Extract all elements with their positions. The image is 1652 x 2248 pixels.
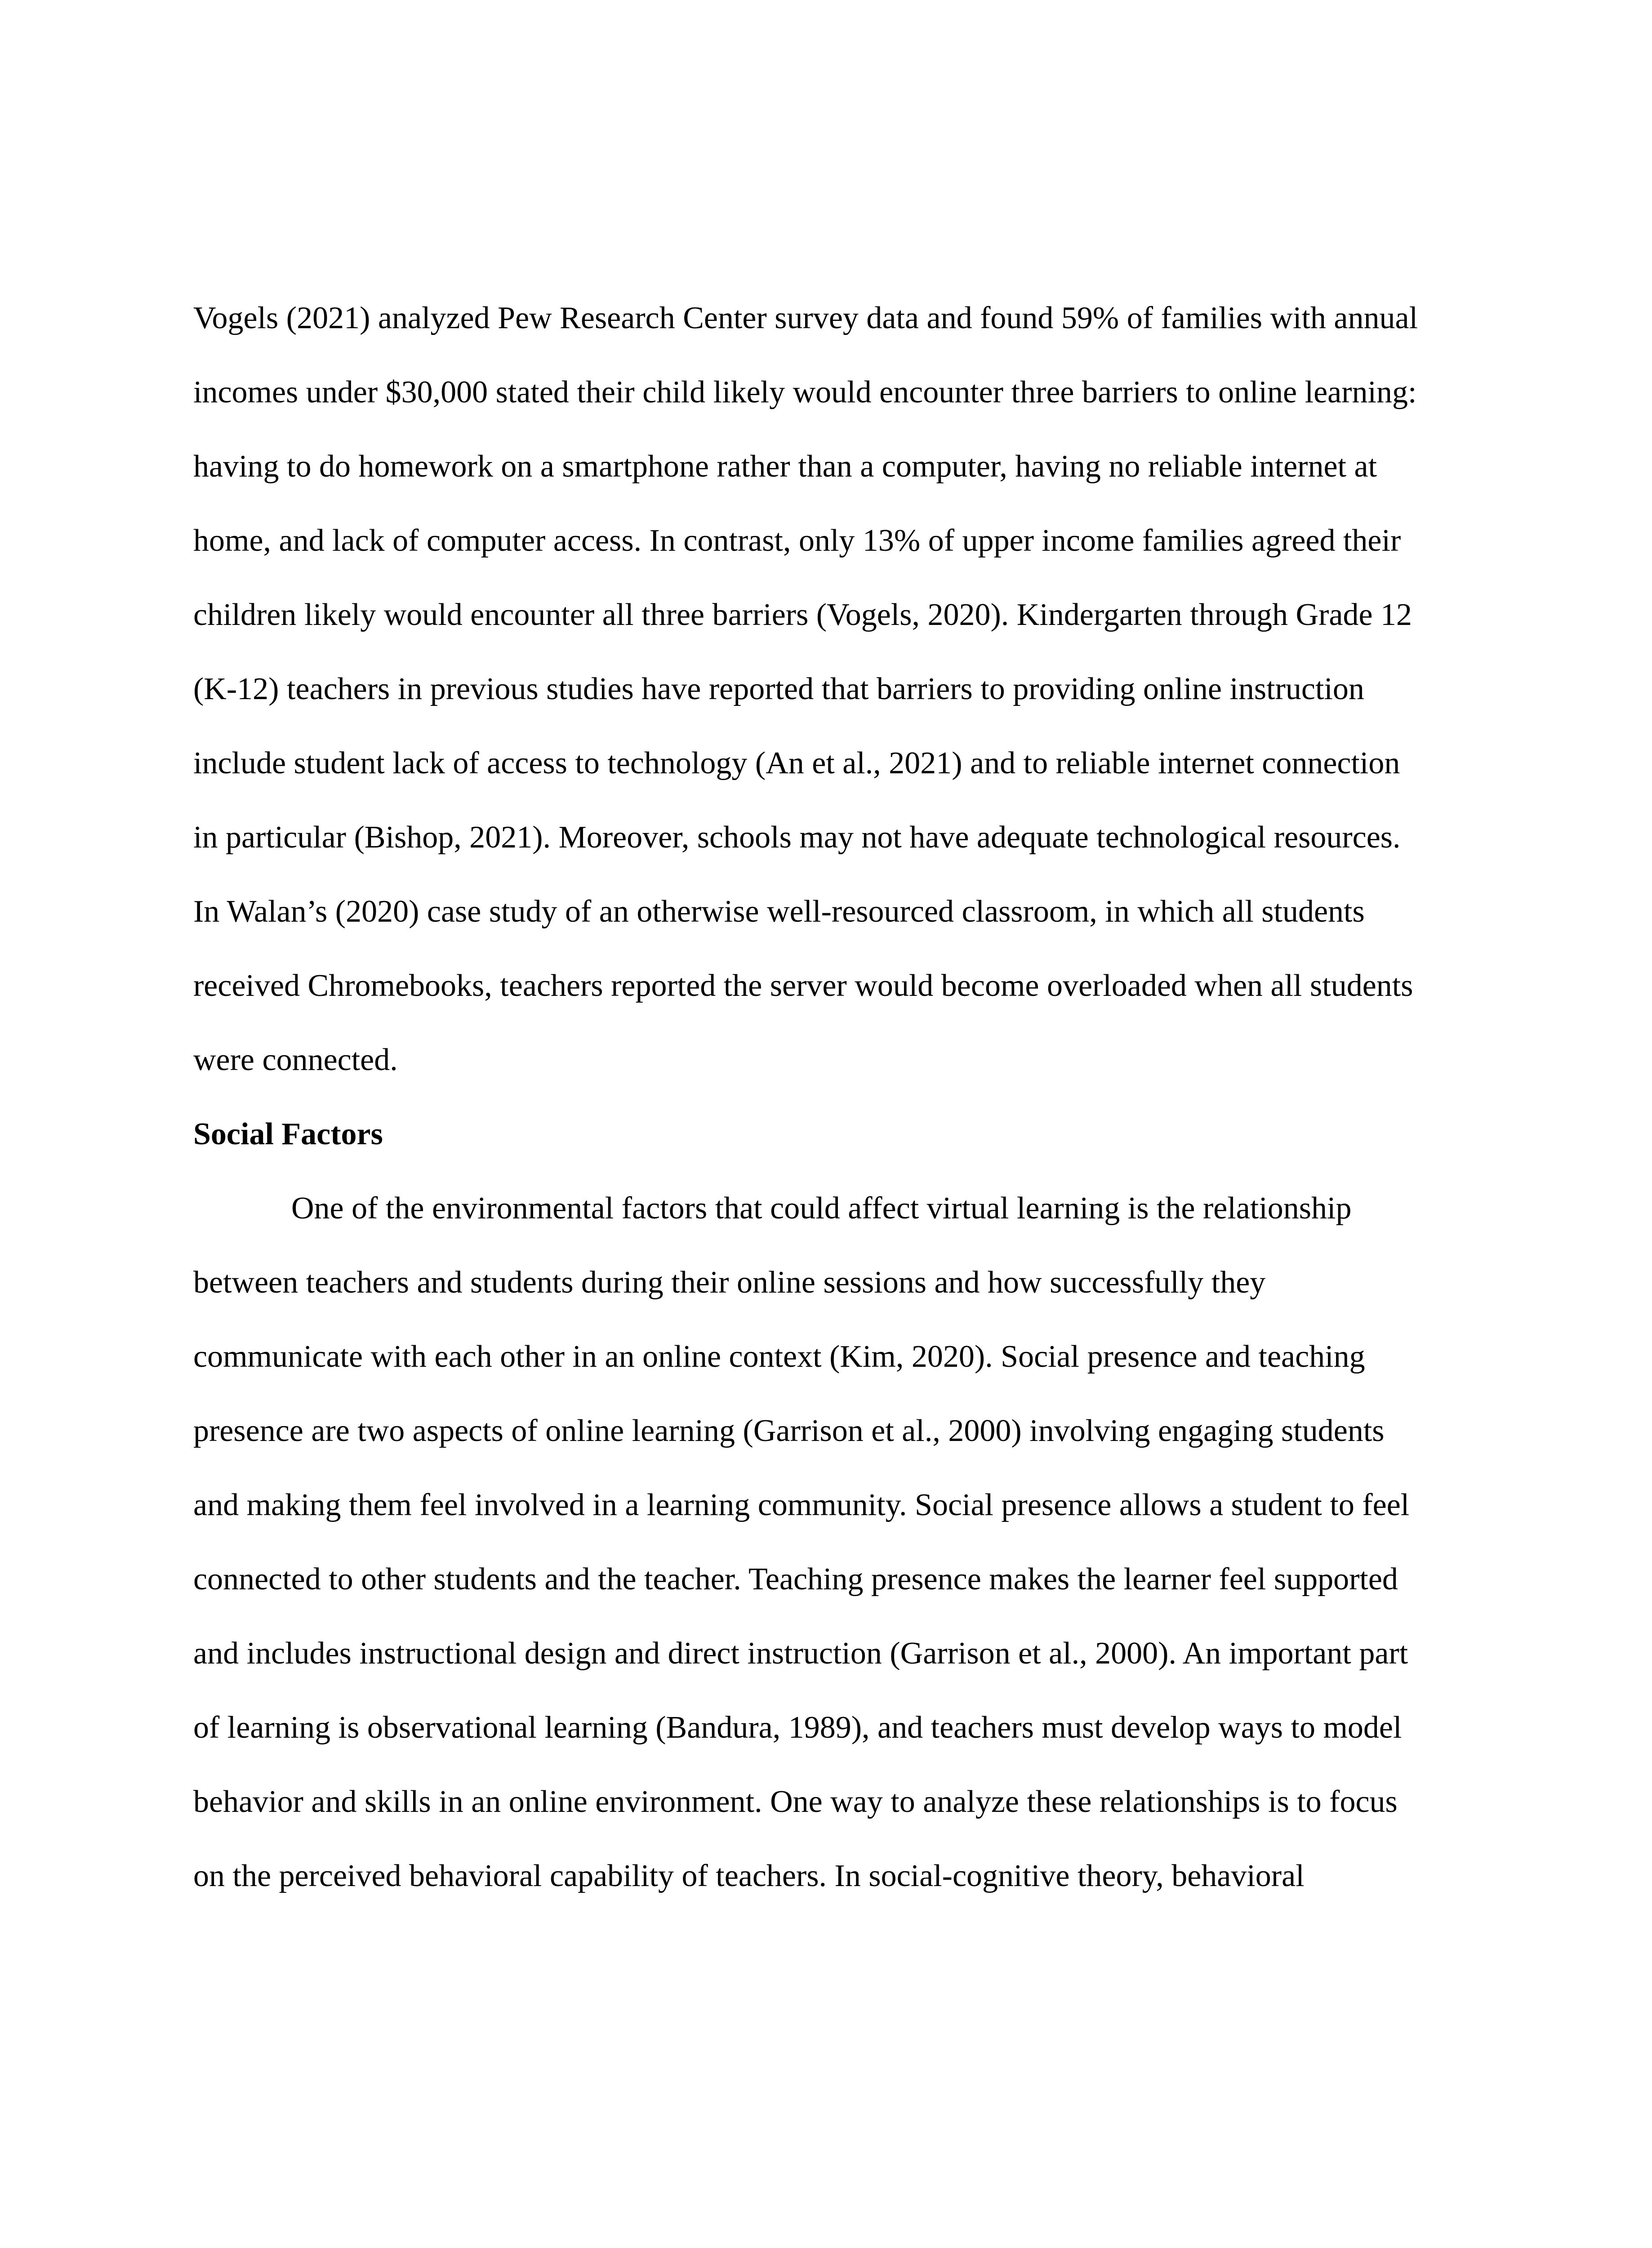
text-line: connected to other students and the teacher. Teaching presence makes the learner feel supported: [193, 1562, 1398, 1597]
text-line: of learning is observational learning (Bandura, 1989), and teachers must develop ways to model: [193, 1710, 1402, 1745]
text-line: children likely would encounter all three barriers (Vogels, 2020). Kindergarten through Grade 12: [193, 598, 1412, 632]
text-line: were connected.: [193, 1043, 398, 1077]
section-heading: Social Factors: [193, 1117, 383, 1151]
text-line: and making them feel involved in a learning community. Social presence allows a student to feel: [193, 1488, 1410, 1522]
text-line: In Walan’s (2020) case study of an otherwise well-resourced classroom, in which all students: [193, 894, 1365, 929]
text-line: received Chromebooks, teachers reported the server would become overloaded when all students: [193, 968, 1413, 1003]
text-line: behavior and skills in an online environment. One way to analyze these relationships is to focus: [193, 1784, 1398, 1819]
text-line: in particular (Bishop, 2021). Moreover, schools may not have adequate technological resources.: [193, 820, 1401, 855]
text-line: One of the environmental factors that could affect virtual learning is the relationship: [291, 1191, 1352, 1226]
paragraph-social-factors: [193, 1182, 1463, 1923]
text-line: between teachers and students during their online sessions and how successfully they: [193, 1265, 1266, 1300]
text-line: home, and lack of computer access. In contrast, only 13% of upper income families agreed their: [193, 523, 1401, 558]
text-line: and includes instructional design and direct instruction (Garrison et al., 2000). An important part: [193, 1636, 1408, 1671]
text-line: on the perceived behavioral capability of teachers. In social-cognitive theory, behavioral: [193, 1859, 1305, 1893]
text-line: having to do homework on a smartphone rather than a computer, having no reliable internet at: [193, 449, 1377, 484]
text-line: (K-12) teachers in previous studies have reported that barriers to providing online instruction: [193, 672, 1364, 706]
text-line: include student lack of access to technology (An et al., 2021) and to reliable internet connection: [193, 746, 1400, 781]
text-line: incomes under $30,000 stated their child likely would encounter three barriers to online learning:: [193, 375, 1417, 410]
page-body: [193, 291, 1463, 1923]
text-line: communicate with each other in an online context (Kim, 2020). Social presence and teaching: [193, 1339, 1365, 1374]
text-line: Vogels (2021) analyzed Pew Research Center survey data and found 59% of families with annual: [193, 301, 1418, 335]
text-line: presence are two aspects of online learning (Garrison et al., 2000) involving engaging students: [193, 1414, 1385, 1448]
paragraph-barriers: [193, 291, 1463, 1107]
